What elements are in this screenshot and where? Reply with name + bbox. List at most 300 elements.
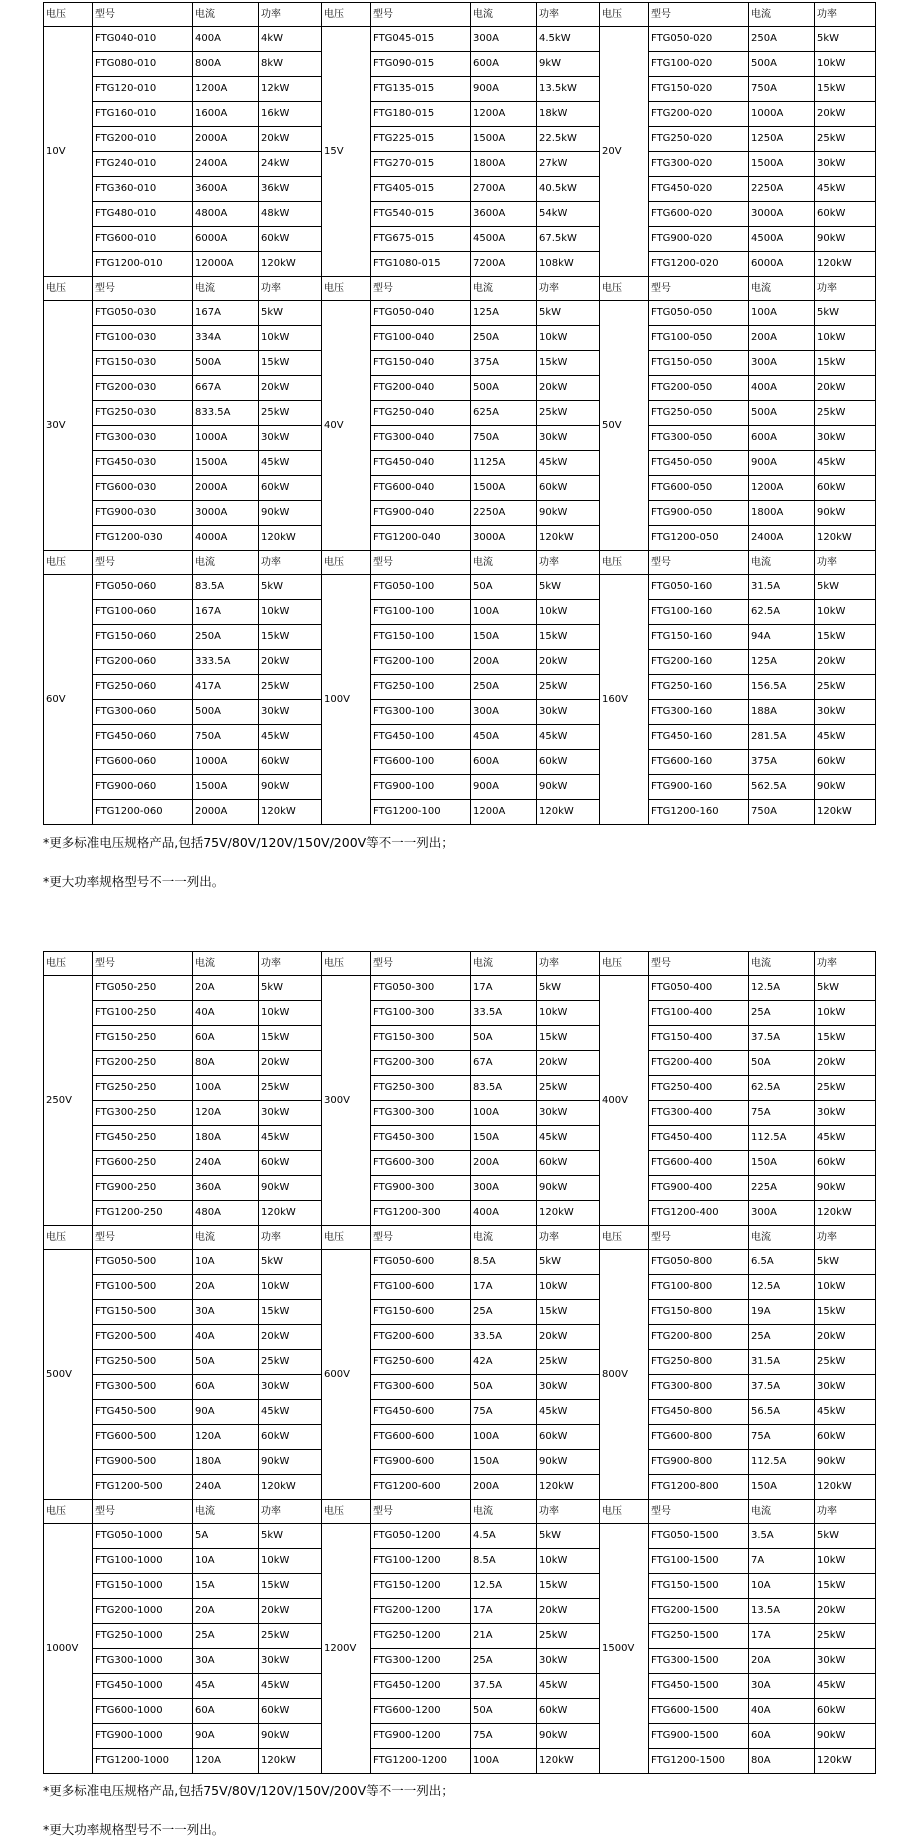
current-cell: 20A	[193, 976, 259, 1001]
table-row	[44, 476, 876, 501]
power-cell: 5kW	[537, 575, 600, 600]
power-cell: 10kW	[815, 1549, 876, 1574]
current-cell: 1200A	[749, 476, 815, 501]
current-cell: 180A	[193, 1126, 259, 1151]
current-cell: 8.5A	[471, 1250, 537, 1275]
current-cell: 375A	[749, 750, 815, 775]
model-cell: FTG100-020	[649, 52, 749, 77]
power-cell: 20kW	[259, 1599, 322, 1624]
power-cell: 120kW	[259, 252, 322, 277]
current-cell: 500A	[749, 52, 815, 77]
model-cell: FTG480-010	[93, 202, 193, 227]
column-header: 电压	[322, 1226, 371, 1250]
power-cell: 25kW	[815, 1624, 876, 1649]
spec-table	[43, 2, 876, 825]
model-cell: FTG450-600	[371, 1400, 471, 1425]
model-cell: FTG600-500	[93, 1425, 193, 1450]
current-cell: 120A	[193, 1101, 259, 1126]
power-cell: 12kW	[259, 77, 322, 102]
model-cell: FTG300-300	[371, 1101, 471, 1126]
current-cell: 20A	[193, 1275, 259, 1300]
current-cell: 500A	[749, 401, 815, 426]
current-cell: 225A	[749, 1176, 815, 1201]
current-cell: 1800A	[749, 501, 815, 526]
power-cell: 15kW	[537, 1026, 600, 1051]
column-header: 功率	[815, 277, 876, 301]
power-cell: 5kW	[259, 1250, 322, 1275]
model-cell: FTG300-1500	[649, 1649, 749, 1674]
current-cell: 400A	[471, 1201, 537, 1226]
current-cell: 180A	[193, 1450, 259, 1475]
power-cell: 10kW	[259, 326, 322, 351]
column-header: 型号	[649, 1500, 749, 1524]
current-cell: 750A	[471, 426, 537, 451]
current-cell: 45A	[193, 1674, 259, 1699]
power-cell: 20kW	[537, 650, 600, 675]
model-cell: FTG250-800	[649, 1350, 749, 1375]
current-cell: 500A	[471, 376, 537, 401]
voltage-cell: 20V	[600, 27, 649, 277]
power-cell: 90kW	[537, 501, 600, 526]
power-cell: 120kW	[815, 800, 876, 825]
model-cell: FTG300-060	[93, 700, 193, 725]
model-cell: FTG100-100	[371, 600, 471, 625]
power-cell: 30kW	[259, 1101, 322, 1126]
current-cell: 112.5A	[749, 1126, 815, 1151]
power-cell: 30kW	[537, 1649, 600, 1674]
current-cell: 750A	[749, 800, 815, 825]
power-cell: 60kW	[815, 476, 876, 501]
model-cell: FTG150-020	[649, 77, 749, 102]
model-cell: FTG200-160	[649, 650, 749, 675]
table-row	[44, 52, 876, 77]
model-cell: FTG200-300	[371, 1051, 471, 1076]
model-cell: FTG050-030	[93, 301, 193, 326]
power-cell: 60kW	[815, 1151, 876, 1176]
model-cell: FTG150-250	[93, 1026, 193, 1051]
model-cell: FTG450-500	[93, 1400, 193, 1425]
model-cell: FTG450-160	[649, 725, 749, 750]
current-cell: 25A	[749, 1001, 815, 1026]
power-cell: 120kW	[537, 1201, 600, 1226]
model-cell: FTG100-250	[93, 1001, 193, 1026]
table-row	[44, 1674, 876, 1699]
power-cell: 15kW	[815, 625, 876, 650]
power-cell: 45kW	[537, 725, 600, 750]
power-cell: 25kW	[815, 1350, 876, 1375]
current-cell: 75A	[471, 1400, 537, 1425]
current-cell: 1500A	[471, 476, 537, 501]
power-cell: 10kW	[537, 1275, 600, 1300]
current-cell: 42A	[471, 1350, 537, 1375]
power-cell: 120kW	[259, 1201, 322, 1226]
current-cell: 90A	[193, 1724, 259, 1749]
power-cell: 20kW	[815, 650, 876, 675]
column-header: 电流	[471, 551, 537, 575]
table-row	[44, 27, 876, 52]
column-header: 电流	[749, 952, 815, 976]
model-cell: FTG200-250	[93, 1051, 193, 1076]
current-cell: 60A	[193, 1026, 259, 1051]
power-cell: 20kW	[815, 376, 876, 401]
column-header: 电流	[749, 1226, 815, 1250]
header-row	[44, 277, 876, 301]
table-row	[44, 1026, 876, 1051]
power-cell: 120kW	[815, 252, 876, 277]
power-cell: 67.5kW	[537, 227, 600, 252]
column-header: 型号	[93, 952, 193, 976]
column-header: 功率	[537, 277, 600, 301]
power-cell: 25kW	[259, 1076, 322, 1101]
power-cell: 25kW	[259, 401, 322, 426]
table-row	[44, 600, 876, 625]
power-cell: 120kW	[259, 1749, 322, 1774]
current-cell: 13.5A	[749, 1599, 815, 1624]
column-header: 电流	[471, 277, 537, 301]
power-cell: 90kW	[815, 1450, 876, 1475]
power-cell: 60kW	[259, 1151, 322, 1176]
model-cell: FTG300-030	[93, 426, 193, 451]
power-cell: 18kW	[537, 102, 600, 127]
column-header: 电流	[471, 1500, 537, 1524]
model-cell: FTG900-250	[93, 1176, 193, 1201]
model-cell: FTG600-300	[371, 1151, 471, 1176]
voltage-cell: 1500V	[600, 1524, 649, 1774]
model-cell: FTG405-015	[371, 177, 471, 202]
current-cell: 60A	[193, 1375, 259, 1400]
current-cell: 31.5A	[749, 575, 815, 600]
model-cell: FTG300-040	[371, 426, 471, 451]
current-cell: 3000A	[749, 202, 815, 227]
power-cell: 30kW	[537, 1375, 600, 1400]
model-cell: FTG600-010	[93, 227, 193, 252]
model-cell: FTG1200-400	[649, 1201, 749, 1226]
column-header: 电流	[749, 1500, 815, 1524]
model-cell: FTG1200-1500	[649, 1749, 749, 1774]
power-cell: 25kW	[259, 1350, 322, 1375]
model-cell: FTG160-010	[93, 102, 193, 127]
current-cell: 17A	[471, 976, 537, 1001]
current-cell: 20A	[749, 1649, 815, 1674]
model-cell: FTG100-1000	[93, 1549, 193, 1574]
model-cell: FTG900-600	[371, 1450, 471, 1475]
column-header: 功率	[259, 1226, 322, 1250]
power-cell: 60kW	[259, 750, 322, 775]
power-cell: 30kW	[259, 700, 322, 725]
power-cell: 20kW	[537, 1325, 600, 1350]
power-cell: 60kW	[815, 1699, 876, 1724]
table-row	[44, 1001, 876, 1026]
column-header: 型号	[649, 952, 749, 976]
power-cell: 10kW	[259, 1001, 322, 1026]
model-cell: FTG900-020	[649, 227, 749, 252]
current-cell: 10A	[749, 1574, 815, 1599]
model-cell: FTG100-400	[649, 1001, 749, 1026]
model-cell: FTG200-400	[649, 1051, 749, 1076]
model-cell: FTG600-1200	[371, 1699, 471, 1724]
current-cell: 25A	[471, 1300, 537, 1325]
model-cell: FTG120-010	[93, 77, 193, 102]
model-cell: FTG150-1500	[649, 1574, 749, 1599]
power-cell: 30kW	[815, 700, 876, 725]
power-cell: 15kW	[537, 351, 600, 376]
model-cell: FTG1200-010	[93, 252, 193, 277]
power-cell: 45kW	[259, 451, 322, 476]
power-cell: 30kW	[815, 1649, 876, 1674]
current-cell: 2250A	[749, 177, 815, 202]
table-note: *更大功率规格型号不一一列出。	[43, 874, 225, 889]
power-cell: 5kW	[815, 1524, 876, 1549]
power-cell: 20kW	[259, 127, 322, 152]
table-row	[44, 177, 876, 202]
power-cell: 90kW	[815, 1176, 876, 1201]
current-cell: 900A	[471, 77, 537, 102]
current-cell: 2000A	[193, 127, 259, 152]
model-cell: FTG1200-800	[649, 1475, 749, 1500]
power-cell: 60kW	[537, 1425, 600, 1450]
model-cell: FTG250-160	[649, 675, 749, 700]
table-row	[44, 1051, 876, 1076]
current-cell: 334A	[193, 326, 259, 351]
model-cell: FTG450-100	[371, 725, 471, 750]
model-cell: FTG135-015	[371, 77, 471, 102]
model-cell: FTG900-060	[93, 775, 193, 800]
current-cell: 80A	[749, 1749, 815, 1774]
power-cell: 25kW	[537, 675, 600, 700]
power-cell: 30kW	[815, 152, 876, 177]
current-cell: 1500A	[471, 127, 537, 152]
column-header: 型号	[371, 1226, 471, 1250]
model-cell: FTG300-020	[649, 152, 749, 177]
model-cell: FTG1200-1000	[93, 1749, 193, 1774]
current-cell: 37.5A	[471, 1674, 537, 1699]
voltage-cell: 300V	[322, 976, 371, 1226]
model-cell: FTG1200-020	[649, 252, 749, 277]
power-cell: 15kW	[537, 1300, 600, 1325]
table-row	[44, 401, 876, 426]
model-cell: FTG600-060	[93, 750, 193, 775]
table-row	[44, 1201, 876, 1226]
column-header: 功率	[815, 1500, 876, 1524]
model-cell: FTG250-250	[93, 1076, 193, 1101]
model-cell: FTG200-010	[93, 127, 193, 152]
table-row	[44, 1300, 876, 1325]
current-cell: 1125A	[471, 451, 537, 476]
model-cell: FTG900-1200	[371, 1724, 471, 1749]
power-cell: 120kW	[259, 1475, 322, 1500]
model-cell: FTG050-1200	[371, 1524, 471, 1549]
current-cell: 62.5A	[749, 1076, 815, 1101]
table-row	[44, 77, 876, 102]
power-cell: 45kW	[815, 177, 876, 202]
table-row	[44, 1524, 876, 1549]
current-cell: 400A	[193, 27, 259, 52]
model-cell: FTG200-050	[649, 376, 749, 401]
power-cell: 45kW	[259, 725, 322, 750]
model-cell: FTG150-040	[371, 351, 471, 376]
power-cell: 15kW	[259, 625, 322, 650]
model-cell: FTG100-1500	[649, 1549, 749, 1574]
current-cell: 4.5A	[471, 1524, 537, 1549]
table-row	[44, 152, 876, 177]
current-cell: 120A	[193, 1749, 259, 1774]
current-cell: 2000A	[193, 800, 259, 825]
power-cell: 30kW	[259, 1375, 322, 1400]
current-cell: 75A	[471, 1724, 537, 1749]
current-cell: 1800A	[471, 152, 537, 177]
model-cell: FTG600-050	[649, 476, 749, 501]
model-cell: FTG300-1000	[93, 1649, 193, 1674]
model-cell: FTG1200-050	[649, 526, 749, 551]
power-cell: 10kW	[259, 1275, 322, 1300]
current-cell: 100A	[471, 1101, 537, 1126]
power-cell: 120kW	[537, 800, 600, 825]
header-row	[44, 551, 876, 575]
current-cell: 33.5A	[471, 1325, 537, 1350]
current-cell: 67A	[471, 1051, 537, 1076]
current-cell: 450A	[471, 725, 537, 750]
model-cell: FTG900-1500	[649, 1724, 749, 1749]
column-header: 电压	[322, 551, 371, 575]
current-cell: 12.5A	[749, 1275, 815, 1300]
power-cell: 5kW	[537, 976, 600, 1001]
column-header: 功率	[537, 3, 600, 27]
model-cell: FTG300-1200	[371, 1649, 471, 1674]
power-cell: 60kW	[259, 476, 322, 501]
current-cell: 50A	[471, 1375, 537, 1400]
power-cell: 108kW	[537, 252, 600, 277]
voltage-cell: 600V	[322, 1250, 371, 1500]
power-cell: 120kW	[815, 1475, 876, 1500]
current-cell: 17A	[471, 1599, 537, 1624]
current-cell: 1500A	[193, 451, 259, 476]
current-cell: 667A	[193, 376, 259, 401]
model-cell: FTG150-100	[371, 625, 471, 650]
column-header: 功率	[259, 952, 322, 976]
current-cell: 100A	[471, 600, 537, 625]
table-row	[44, 1176, 876, 1201]
model-cell: FTG450-050	[649, 451, 749, 476]
current-cell: 19A	[749, 1300, 815, 1325]
model-cell: FTG050-300	[371, 976, 471, 1001]
model-cell: FTG250-600	[371, 1350, 471, 1375]
model-cell: FTG540-015	[371, 202, 471, 227]
model-cell: FTG450-1500	[649, 1674, 749, 1699]
current-cell: 1200A	[193, 77, 259, 102]
column-header: 型号	[93, 551, 193, 575]
power-cell: 120kW	[537, 1749, 600, 1774]
power-cell: 45kW	[537, 451, 600, 476]
current-cell: 30A	[193, 1300, 259, 1325]
power-cell: 25kW	[537, 1624, 600, 1649]
power-cell: 5kW	[537, 1250, 600, 1275]
model-cell: FTG675-015	[371, 227, 471, 252]
power-cell: 120kW	[815, 1749, 876, 1774]
model-cell: FTG300-160	[649, 700, 749, 725]
model-cell: FTG050-500	[93, 1250, 193, 1275]
power-cell: 20kW	[259, 1325, 322, 1350]
column-header: 电压	[600, 551, 649, 575]
current-cell: 2400A	[749, 526, 815, 551]
column-header: 功率	[815, 1226, 876, 1250]
model-cell: FTG900-100	[371, 775, 471, 800]
current-cell: 3000A	[471, 526, 537, 551]
power-cell: 45kW	[815, 1674, 876, 1699]
power-cell: 60kW	[537, 1151, 600, 1176]
model-cell: FTG250-030	[93, 401, 193, 426]
model-cell: FTG300-050	[649, 426, 749, 451]
current-cell: 900A	[749, 451, 815, 476]
header-row	[44, 952, 876, 976]
current-cell: 10A	[193, 1549, 259, 1574]
column-header: 型号	[649, 277, 749, 301]
power-cell: 60kW	[537, 1699, 600, 1724]
current-cell: 1500A	[749, 152, 815, 177]
current-cell: 2250A	[471, 501, 537, 526]
power-cell: 25kW	[815, 675, 876, 700]
model-cell: FTG050-400	[649, 976, 749, 1001]
power-cell: 5kW	[815, 27, 876, 52]
table-row	[44, 1549, 876, 1574]
current-cell: 300A	[749, 351, 815, 376]
column-header: 功率	[259, 277, 322, 301]
model-cell: FTG200-1500	[649, 1599, 749, 1624]
voltage-cell: 50V	[600, 301, 649, 551]
power-cell: 90kW	[815, 775, 876, 800]
power-cell: 90kW	[537, 1450, 600, 1475]
current-cell: 1600A	[193, 102, 259, 127]
power-cell: 90kW	[259, 775, 322, 800]
current-cell: 56.5A	[749, 1400, 815, 1425]
voltage-cell: 800V	[600, 1250, 649, 1500]
power-cell: 45kW	[815, 1126, 876, 1151]
column-header: 电压	[600, 952, 649, 976]
power-cell: 25kW	[815, 401, 876, 426]
power-cell: 5kW	[259, 1524, 322, 1549]
power-cell: 27kW	[537, 152, 600, 177]
column-header: 电流	[193, 1226, 259, 1250]
power-cell: 40.5kW	[537, 177, 600, 202]
current-cell: 300A	[471, 27, 537, 52]
power-cell: 22.5kW	[537, 127, 600, 152]
power-cell: 5kW	[537, 301, 600, 326]
current-cell: 600A	[471, 52, 537, 77]
column-header: 功率	[259, 3, 322, 27]
power-cell: 15kW	[259, 1026, 322, 1051]
table-note: *更大功率规格型号不一一列出。	[43, 1822, 225, 1837]
current-cell: 100A	[471, 1749, 537, 1774]
current-cell: 333.5A	[193, 650, 259, 675]
power-cell: 10kW	[815, 1275, 876, 1300]
current-cell: 150A	[471, 625, 537, 650]
power-cell: 10kW	[537, 326, 600, 351]
model-cell: FTG450-020	[649, 177, 749, 202]
column-header: 型号	[649, 3, 749, 27]
power-cell: 25kW	[259, 1624, 322, 1649]
current-cell: 833.5A	[193, 401, 259, 426]
power-cell: 5kW	[815, 301, 876, 326]
power-cell: 20kW	[537, 1051, 600, 1076]
current-cell: 167A	[193, 301, 259, 326]
header-row	[44, 1226, 876, 1250]
model-cell: FTG050-600	[371, 1250, 471, 1275]
column-header: 功率	[537, 1500, 600, 1524]
table-row	[44, 102, 876, 127]
power-cell: 90kW	[815, 501, 876, 526]
column-header: 电压	[44, 277, 93, 301]
column-header: 电压	[322, 1500, 371, 1524]
table-row	[44, 1599, 876, 1624]
